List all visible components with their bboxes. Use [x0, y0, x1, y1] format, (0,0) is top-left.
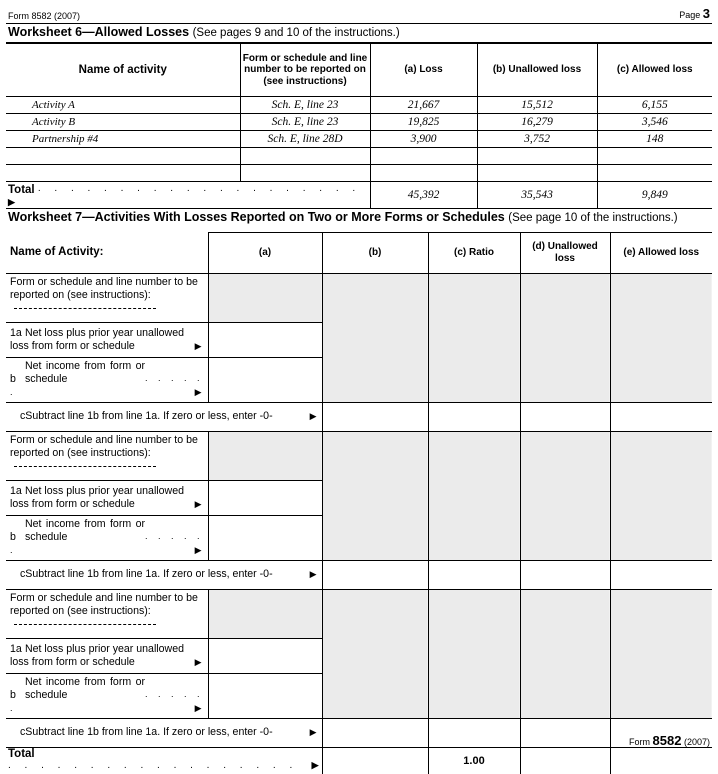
- shaded-cell: [610, 431, 712, 560]
- activity-form-line[interactable]: Sch. E, line 23: [240, 114, 370, 131]
- worksheet7-total-allowed[interactable]: [610, 747, 712, 774]
- activity-unallowed-loss[interactable]: 16,279: [477, 114, 597, 131]
- worksheet7-line-1a-label: Net loss plus prior year unallowed loss from form or schedule: [10, 326, 184, 352]
- line-index: b: [10, 372, 16, 385]
- worksheet6-total-row: [6, 182, 712, 209]
- activity-form-line[interactable]: [240, 165, 370, 182]
- footer-form-id: [629, 733, 710, 748]
- worksheet7-title: [6, 208, 712, 227]
- worksheet7-line-1c-row: [6, 560, 712, 589]
- shaded-cell: [520, 589, 610, 718]
- arrow-icon: ▶: [309, 727, 317, 737]
- worksheet6-col-formline: Form or schedule and line number to be reported on (see instructions): [240, 44, 370, 97]
- shaded-cell: [208, 589, 322, 638]
- arrow-icon: ▶: [194, 498, 202, 509]
- worksheet7-form-line-label-cell: [6, 589, 208, 638]
- line-index: 1a: [10, 484, 22, 497]
- activity-loss[interactable]: 19,825: [370, 114, 477, 131]
- worksheet7-line-1c-ratio[interactable]: [428, 560, 520, 589]
- worksheet6-total-allowed[interactable]: 9,849: [597, 182, 712, 209]
- shaded-cell: [520, 273, 610, 402]
- leader-dots: . . . . . .: [10, 688, 204, 713]
- worksheet6-header-row: [6, 44, 712, 97]
- worksheet7-line-1a-label: Net loss plus prior year unallowed loss from form or schedule: [10, 642, 184, 668]
- worksheet7-line-1b-label: Net income from form or schedule: [25, 675, 145, 701]
- worksheet6-total-label-cell: [6, 182, 370, 209]
- activity-loss[interactable]: 3,900: [370, 131, 477, 148]
- line-index: b: [10, 688, 16, 701]
- worksheet7-line-1b-label-cell: [6, 673, 208, 718]
- arrow-icon: ▶: [311, 760, 319, 770]
- worksheet7-total-b[interactable]: [322, 747, 428, 774]
- activity-unallowed-loss[interactable]: 3,752: [477, 131, 597, 148]
- activity-allowed-loss[interactable]: 3,546: [597, 114, 712, 131]
- worksheet7-col-allowed: (e) Allowed loss: [610, 233, 712, 274]
- worksheet7-line-1b-value-a[interactable]: [208, 357, 322, 402]
- footer-form-year: (2007): [683, 737, 710, 747]
- activity-allowed-loss[interactable]: 148: [597, 131, 712, 148]
- worksheet7-form-line-label: Form or schedule and line number to be reported on (see instructions):: [10, 591, 198, 617]
- worksheet7-line-1a-value-a[interactable]: [208, 322, 322, 357]
- dashed-entry-line[interactable]: [14, 308, 156, 309]
- worksheet7-block-formline-row: [6, 273, 712, 322]
- line-index: c: [20, 410, 26, 422]
- worksheet7-line-1a-label: Net loss plus prior year unallowed loss from form or schedule: [10, 484, 184, 510]
- leader-dots: . . . . . . . . . . . . . . . . . . . .: [37, 182, 361, 194]
- worksheet7-line-1c-label: Subtract line 1b from line 1a. If zero or less, enter -0-: [25, 410, 273, 422]
- activity-name[interactable]: Activity A: [6, 97, 240, 114]
- activity-loss[interactable]: [370, 148, 477, 165]
- worksheet7-title-note: (See page 10 of the instructions.): [508, 212, 678, 224]
- worksheet7-block-formline-row: [6, 589, 712, 638]
- worksheet6-col-name: Name of activity: [6, 44, 240, 97]
- worksheet7-line-1b-label-cell: [6, 357, 208, 402]
- arrow-icon: ▶: [194, 386, 202, 397]
- table-row: [6, 165, 712, 182]
- worksheet6-total-label: Total: [8, 183, 35, 196]
- worksheet7-line-1c-value-b[interactable]: [322, 718, 428, 747]
- line-index: b: [10, 530, 16, 543]
- worksheet7-line-1c-unallowed[interactable]: [520, 402, 610, 431]
- worksheet7-line-1c-label-cell: [6, 402, 322, 431]
- worksheet7-line-1a-value-a[interactable]: [208, 638, 322, 673]
- line-index: 1a: [10, 642, 22, 655]
- worksheet7-line-1c-value-b[interactable]: [322, 560, 428, 589]
- arrow-icon: ▶: [194, 656, 202, 667]
- line-index: 1a: [10, 326, 22, 339]
- worksheet7-table: [6, 232, 712, 774]
- activity-form-line[interactable]: [240, 148, 370, 165]
- worksheet7-line-1a-label-cell: [6, 638, 208, 673]
- activity-name[interactable]: Partnership #4: [6, 131, 240, 148]
- shaded-cell: [208, 273, 322, 322]
- page-number: 3: [702, 6, 710, 21]
- worksheet7-line-1c-label-cell: [6, 560, 322, 589]
- worksheet7-line-1c-allowed[interactable]: [610, 402, 712, 431]
- worksheet7-total-label-cell: [6, 747, 322, 774]
- worksheet7-title-text: Worksheet 7—Activities With Losses Reported on Two or More Forms or Schedules: [8, 210, 505, 224]
- worksheet7-line-1a-label-cell: [6, 480, 208, 515]
- worksheet7-line-1c-ratio[interactable]: [428, 402, 520, 431]
- activity-unallowed-loss[interactable]: [477, 165, 597, 182]
- worksheet7-line-1c-unallowed[interactable]: [520, 560, 610, 589]
- arrow-icon: ▶: [309, 411, 317, 421]
- shaded-cell: [322, 273, 428, 402]
- activity-unallowed-loss[interactable]: 15,512: [477, 97, 597, 114]
- worksheet6-col-allowed: (c) Allowed loss: [597, 44, 712, 97]
- worksheet7-line-1c-row: [6, 402, 712, 431]
- running-head: [6, 0, 712, 23]
- worksheet7-total-row: [6, 747, 712, 774]
- worksheet7-name-of-activity-label: Name of Activity:: [6, 233, 208, 274]
- worksheet6-total-loss[interactable]: 45,392: [370, 182, 477, 209]
- footer-form-word: Form: [629, 737, 651, 747]
- table-row: [6, 148, 712, 165]
- worksheet6-title-text: Worksheet 6—Allowed Losses: [8, 25, 190, 39]
- form-reference: Form 8582 (2007): [8, 11, 81, 21]
- shaded-cell: [610, 273, 712, 402]
- dashed-entry-line[interactable]: [14, 466, 156, 467]
- arrow-icon: ▶: [194, 340, 202, 351]
- arrow-icon: ▶: [194, 544, 202, 555]
- worksheet7-form-line-label: Form or schedule and line number to be reported on (see instructions):: [10, 275, 198, 301]
- activity-form-line[interactable]: Sch. E, line 23: [240, 97, 370, 114]
- shaded-cell: [428, 589, 520, 718]
- activity-allowed-loss[interactable]: 6,155: [597, 97, 712, 114]
- shaded-cell: [428, 273, 520, 402]
- shaded-cell: [322, 589, 428, 718]
- worksheet7-line-1c-ratio[interactable]: [428, 718, 520, 747]
- worksheet7-header-row: [6, 233, 712, 274]
- line-index: c: [20, 568, 26, 580]
- activity-loss[interactable]: 21,667: [370, 97, 477, 114]
- worksheet7-line-1c-unallowed[interactable]: [520, 718, 610, 747]
- worksheet7-form-line-label: Form or schedule and line number to be reported on (see instructions):: [10, 433, 198, 459]
- arrow-icon: ▶: [194, 702, 202, 713]
- worksheet6-col-loss: (a) Loss: [370, 44, 477, 97]
- table-row: [6, 131, 712, 148]
- page-label: Page: [679, 10, 701, 20]
- leader-dots: . . . . . . . . . . . . . . . . . .: [8, 760, 298, 771]
- worksheet7-line-1b-label: Net income from form or schedule: [25, 359, 145, 385]
- worksheet7-line-1b-value-a[interactable]: [208, 515, 322, 560]
- worksheet6-table: [6, 43, 712, 208]
- worksheet7-total-unallowed[interactable]: [520, 747, 610, 774]
- leader-dots: . . . . . .: [10, 372, 204, 397]
- dashed-entry-line[interactable]: [14, 624, 156, 625]
- worksheet7-line-1b-label-cell: [6, 515, 208, 560]
- table-row: [6, 114, 712, 131]
- worksheet7-form-line-label-cell: [6, 273, 208, 322]
- activity-name[interactable]: [6, 148, 240, 165]
- arrow-icon: ▶: [309, 569, 317, 579]
- page-indicator: [679, 6, 710, 21]
- worksheet7-line-1c-row: [6, 718, 712, 747]
- activity-form-line[interactable]: Sch. E, line 28D: [240, 131, 370, 148]
- worksheet7-line-1a-label-cell: [6, 322, 208, 357]
- arrow-icon: ▶: [8, 196, 15, 207]
- activity-allowed-loss[interactable]: [597, 165, 712, 182]
- worksheet7-form-line-label-cell: [6, 431, 208, 480]
- worksheet7-col-ratio: (c) Ratio: [428, 233, 520, 274]
- shaded-cell: [208, 431, 322, 480]
- activity-name[interactable]: Activity B: [6, 114, 240, 131]
- worksheet6-col-unallowed: (b) Unallowed loss: [477, 44, 597, 97]
- worksheet7-line-1a-value-a[interactable]: [208, 480, 322, 515]
- worksheet7-line-1b-label: Net income from form or schedule: [25, 517, 145, 543]
- worksheet7-col-a: (a): [208, 233, 322, 274]
- worksheet7-col-b: (b): [322, 233, 428, 274]
- worksheet7-line-1c-allowed[interactable]: [610, 560, 712, 589]
- worksheet7-col-unallowed: (d) Unallowed loss: [520, 233, 610, 274]
- worksheet7-line-1c-label: Subtract line 1b from line 1a. If zero or less, enter -0-: [25, 568, 273, 580]
- table-row: [6, 97, 712, 114]
- worksheet7-total-label: Total: [8, 748, 35, 760]
- activity-name[interactable]: [6, 165, 240, 182]
- footer-form-number: 8582: [652, 733, 682, 748]
- line-index: c: [20, 726, 26, 738]
- shaded-cell: [428, 431, 520, 560]
- activity-loss[interactable]: [370, 165, 477, 182]
- worksheet6-total-unallowed[interactable]: 35,543: [477, 182, 597, 209]
- leader-dots: . . . . . .: [10, 530, 204, 555]
- activity-unallowed-loss[interactable]: [477, 148, 597, 165]
- shaded-cell: [322, 431, 428, 560]
- shaded-cell: [520, 431, 610, 560]
- shaded-cell: [610, 589, 712, 718]
- worksheet7-line-1b-value-a[interactable]: [208, 673, 322, 718]
- worksheet7-line-1c-value-b[interactable]: [322, 402, 428, 431]
- activity-allowed-loss[interactable]: [597, 148, 712, 165]
- worksheet7-block-formline-row: [6, 431, 712, 480]
- worksheet7-line-1c-label: Subtract line 1b from line 1a. If zero or less, enter -0-: [25, 726, 273, 738]
- worksheet6-title: [6, 23, 712, 43]
- worksheet6-title-note: (See pages 9 and 10 of the instructions.): [192, 27, 400, 39]
- worksheet7-line-1c-label-cell: [6, 718, 322, 747]
- worksheet7-total-ratio[interactable]: 1.00: [428, 747, 520, 774]
